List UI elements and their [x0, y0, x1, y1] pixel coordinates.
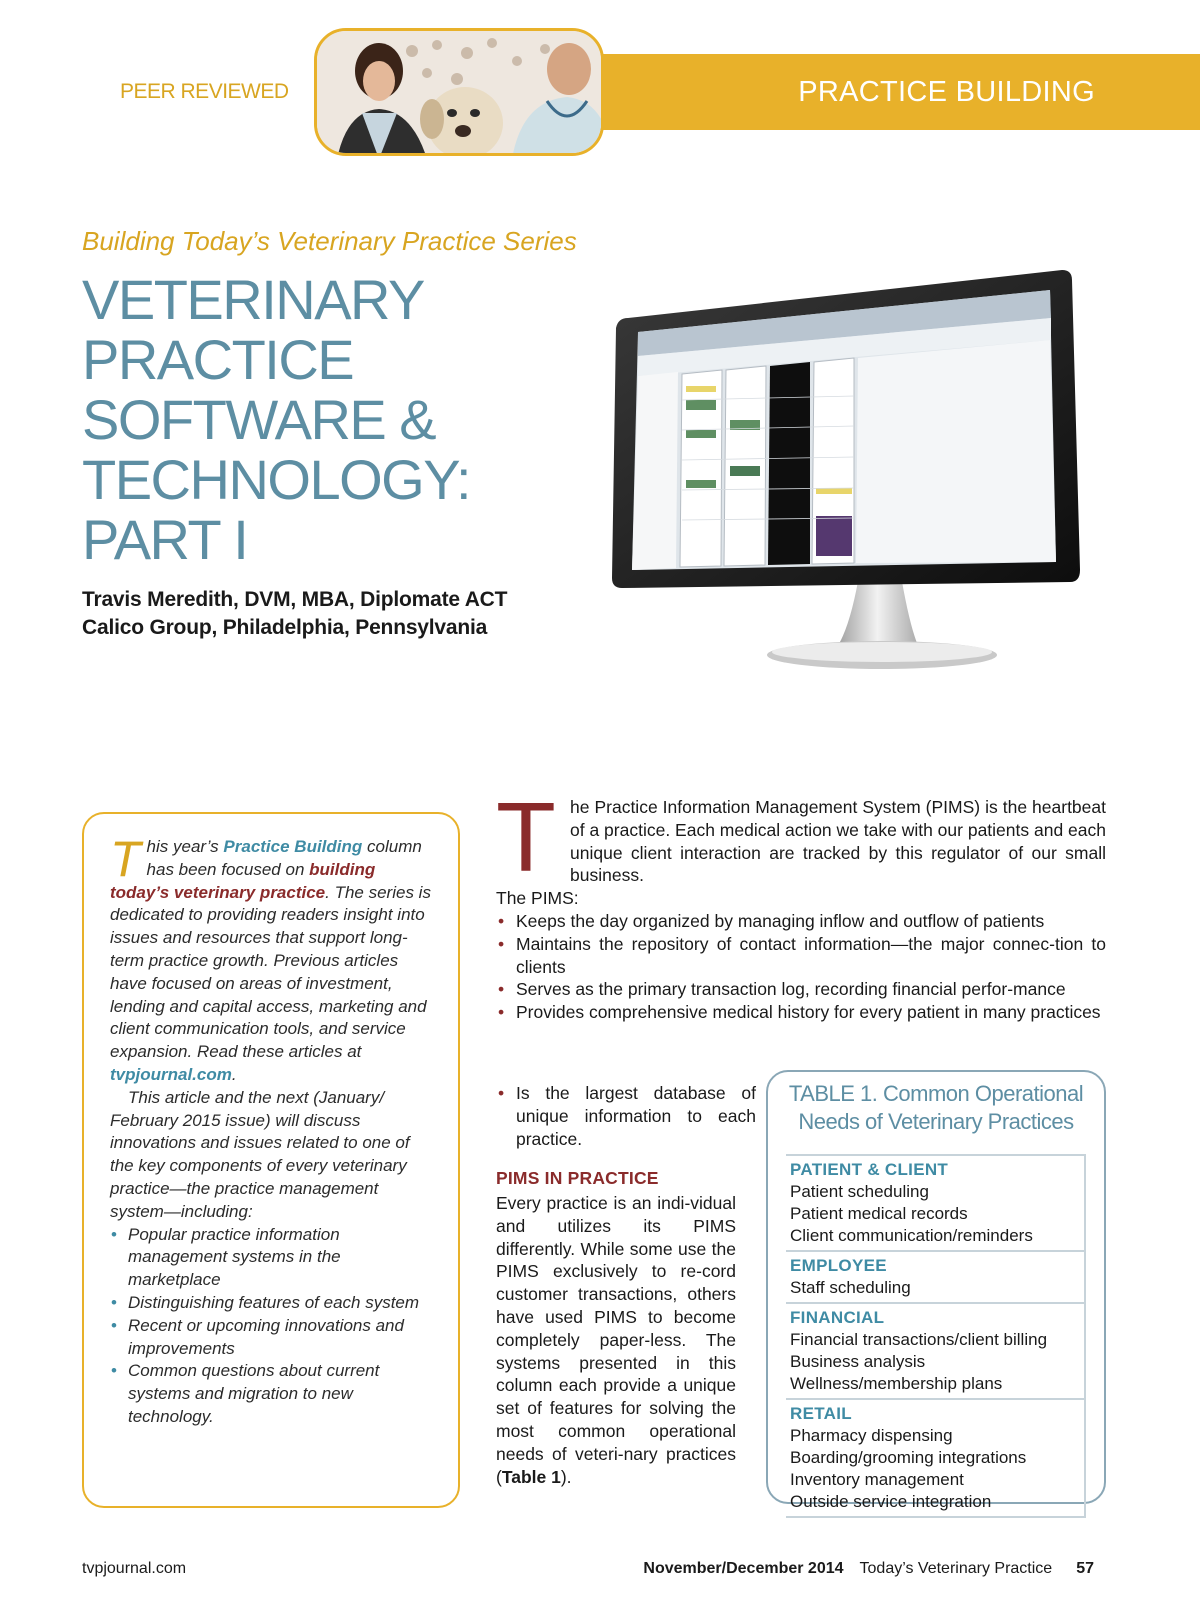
table-row: Patient medical records: [790, 1204, 968, 1223]
table-row: Client communication/reminders: [790, 1226, 1033, 1245]
list-item: • Maintains the repository of contact information—the major connec-tion to clients: [496, 933, 1106, 979]
table-row: Pharmacy dispensing: [790, 1426, 953, 1445]
sidebar-text: his year’s: [146, 837, 224, 856]
series-title: Building Today’s Veterinary Practice Series: [82, 226, 577, 256]
section-label: PRACTICE BUILDING: [798, 76, 1095, 108]
table-section: [786, 1250, 1084, 1302]
author-byline: [82, 586, 507, 642]
table-row: Wellness/membership plans: [790, 1374, 1003, 1393]
building-practice-link[interactable]: building today’s veterinary practice: [110, 859, 376, 902]
monitor-illustration: [610, 270, 1100, 690]
sidebar-paragraph-2: This article and the next (January/ February 2015 issue) will discuss innovations and issues related to one of the key components of every veterinary practice—the practice management system—including:: [110, 1087, 410, 1221]
list-item: • Keeps the day organized by managing inflow and outflow of patients: [496, 910, 1106, 933]
table-section: [786, 1154, 1084, 1250]
table-section-heading: FINANCIAL: [790, 1308, 885, 1327]
table-section-heading: RETAIL: [790, 1404, 852, 1423]
list-item: • Provides comprehensive medical history for every patient in many practices: [496, 1001, 1106, 1024]
table-row: Boarding/grooming integrations: [790, 1448, 1027, 1467]
table-title-line: Needs of Veterinary Practices: [798, 1109, 1074, 1134]
title-line: TECHNOLOGY:: [82, 448, 471, 511]
section-heading: PIMS IN PRACTICE: [496, 1168, 659, 1188]
list-item: • Is the largest database of unique information to each practice.: [496, 1082, 756, 1150]
body-intro: he Practice Information Management System (PIMS) is the heartbeat of a practice. Each medical action we take with our patients and each unique client interaction are tracked by this regulator of our small business.: [570, 797, 1106, 886]
footer-journal: Today’s Veterinary Practice: [859, 1560, 1053, 1577]
intro-sidebar: [82, 812, 460, 1508]
table-row: Staff scheduling: [790, 1278, 911, 1297]
list-item: • Recent or upcoming innovations and improvements: [128, 1315, 434, 1361]
sidebar-text: .: [231, 1064, 237, 1084]
sidebar-intro: [110, 831, 434, 1087]
title-line: VETERINARY: [82, 268, 424, 331]
pims-label: The PIMS:: [496, 888, 579, 909]
footer-issue: November/December 2014: [643, 1560, 844, 1577]
pims-paragraph: [496, 1192, 736, 1488]
peer-reviewed-label: PEER REVIEWED: [120, 80, 289, 103]
table-row: Outside service integration: [790, 1492, 992, 1511]
list-item: • Popular practice information management systems in the marketplace: [128, 1224, 434, 1292]
sidebar-drop-cap: T: [110, 831, 141, 887]
table-section: [786, 1398, 1084, 1518]
body-drop-cap: T: [496, 782, 556, 892]
footer-info: [643, 1560, 1094, 1578]
title-line: PART I: [82, 508, 248, 571]
table-row: Inventory management: [790, 1470, 964, 1489]
sidebar-text: column has been focused on: [146, 837, 422, 879]
table-section: [786, 1302, 1084, 1398]
table-title-line: TABLE 1. Common Operational: [788, 1081, 1084, 1106]
table-section-heading: EMPLOYEE: [790, 1256, 887, 1275]
practice-building-link[interactable]: Practice Building: [223, 837, 363, 856]
sidebar-bullet-list: [110, 1224, 434, 1429]
title-line: SOFTWARE &: [82, 388, 436, 451]
list-item: • Distinguishing features of each system: [128, 1292, 434, 1315]
author-name: Travis Meredith, DVM, MBA, Diplomate ACT: [82, 588, 508, 611]
footer-site: tvpjournal.com: [82, 1560, 187, 1577]
table-section-heading: PATIENT & CLIENT: [790, 1160, 949, 1179]
list-item: • Serves as the primary transaction log, recording financial perfor-mance: [496, 978, 1106, 1001]
author-affiliation: Calico Group, Philadelphia, Pennsylvania: [82, 616, 488, 639]
table-row: Patient scheduling: [790, 1182, 929, 1201]
title-line: PRACTICE: [82, 328, 354, 391]
table-row: Financial transactions/client billing: [790, 1330, 1048, 1349]
sidebar-text: . The series is dedicated to providing readers insight into issues and resources that support long-term practice growth. Previous articles have focused on areas of investment, lending and capital access, marketing and client communication tools, and service expansion. Read these articles at: [110, 882, 431, 1062]
paragraph-text: Every practice is an indi-vidual and utilizes its PIMS differently. While some use the PIMS exclusively to re-cord customer transactions, others have used PIMS to become completely paper-less. The systems presented in this column each provide a unique set of features for solving the most common operational needs of veteri-nary practices (: [496, 1193, 736, 1487]
table-row: Business analysis: [790, 1352, 926, 1371]
body-text: [496, 782, 1106, 1024]
table-body: [786, 1154, 1086, 1518]
article-title: [82, 270, 562, 570]
paragraph-text: ).: [560, 1466, 572, 1487]
tvpjournal-link[interactable]: tvpjournal.com: [110, 1064, 232, 1084]
vet-photo-illustration: [317, 31, 604, 156]
table-reference[interactable]: Table 1: [501, 1466, 561, 1487]
page-number: 57: [1076, 1560, 1094, 1577]
table-1: [766, 1070, 1106, 1511]
header-photo: [314, 28, 604, 156]
table-title: [768, 1080, 1104, 1136]
list-item: • Common questions about current systems and migration to new technology.: [128, 1360, 434, 1428]
